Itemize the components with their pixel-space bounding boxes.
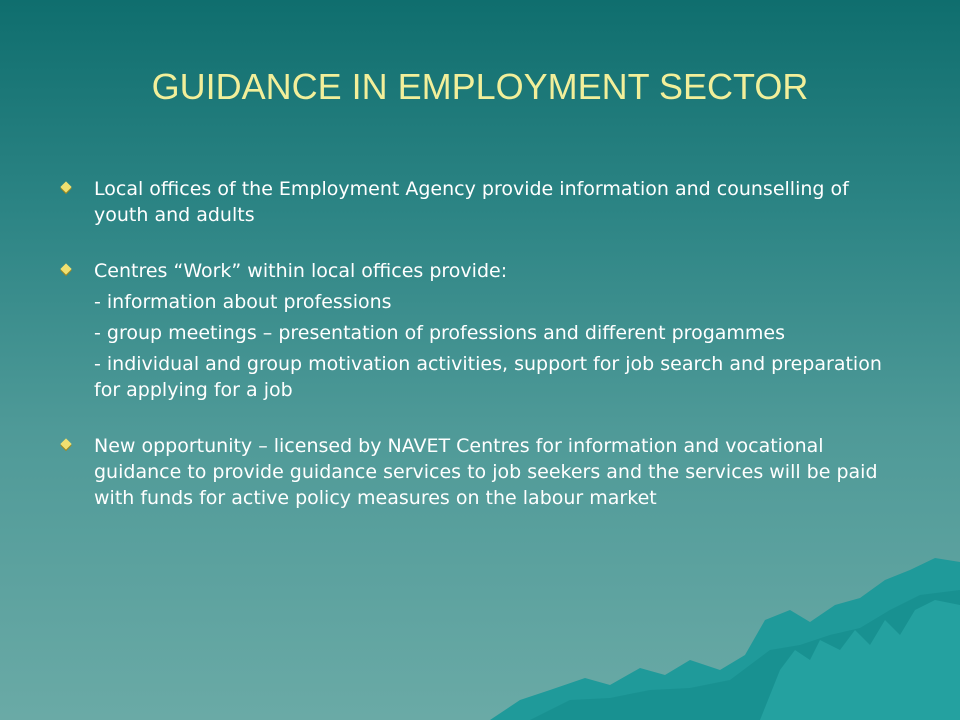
slide-content bbox=[60, 176, 900, 511]
bullet-item-1 bbox=[60, 176, 900, 228]
sub-item: - group meetings – presentation of professions and different progammes bbox=[94, 322, 786, 344]
sub-item: - information about professions bbox=[94, 291, 392, 313]
bullet-text: Local offices of the Employment Agency provide information and counselling of youth and adults bbox=[94, 178, 849, 226]
bullet-item-2 bbox=[60, 258, 900, 284]
diamond-bullet-icon bbox=[60, 181, 71, 192]
bullet-text: New opportunity – licensed by NAVET Centres for information and vocational guidance to provide guidance services to job seekers and the services will be paid with funds for active policy measures on the labour market bbox=[94, 435, 878, 509]
diamond-bullet-icon bbox=[60, 263, 71, 274]
mountain-decoration bbox=[490, 550, 960, 720]
diamond-bullet-icon bbox=[60, 438, 71, 449]
sub-item: - individual and group motivation activities, support for job search and preparation for applying for a job bbox=[94, 353, 882, 401]
bullet-item-3 bbox=[60, 433, 900, 511]
bullet-text: Centres “Work” within local offices provide: bbox=[94, 260, 508, 282]
slide-title: GUIDANCE IN EMPLOYMENT SECTOR bbox=[151, 66, 809, 107]
